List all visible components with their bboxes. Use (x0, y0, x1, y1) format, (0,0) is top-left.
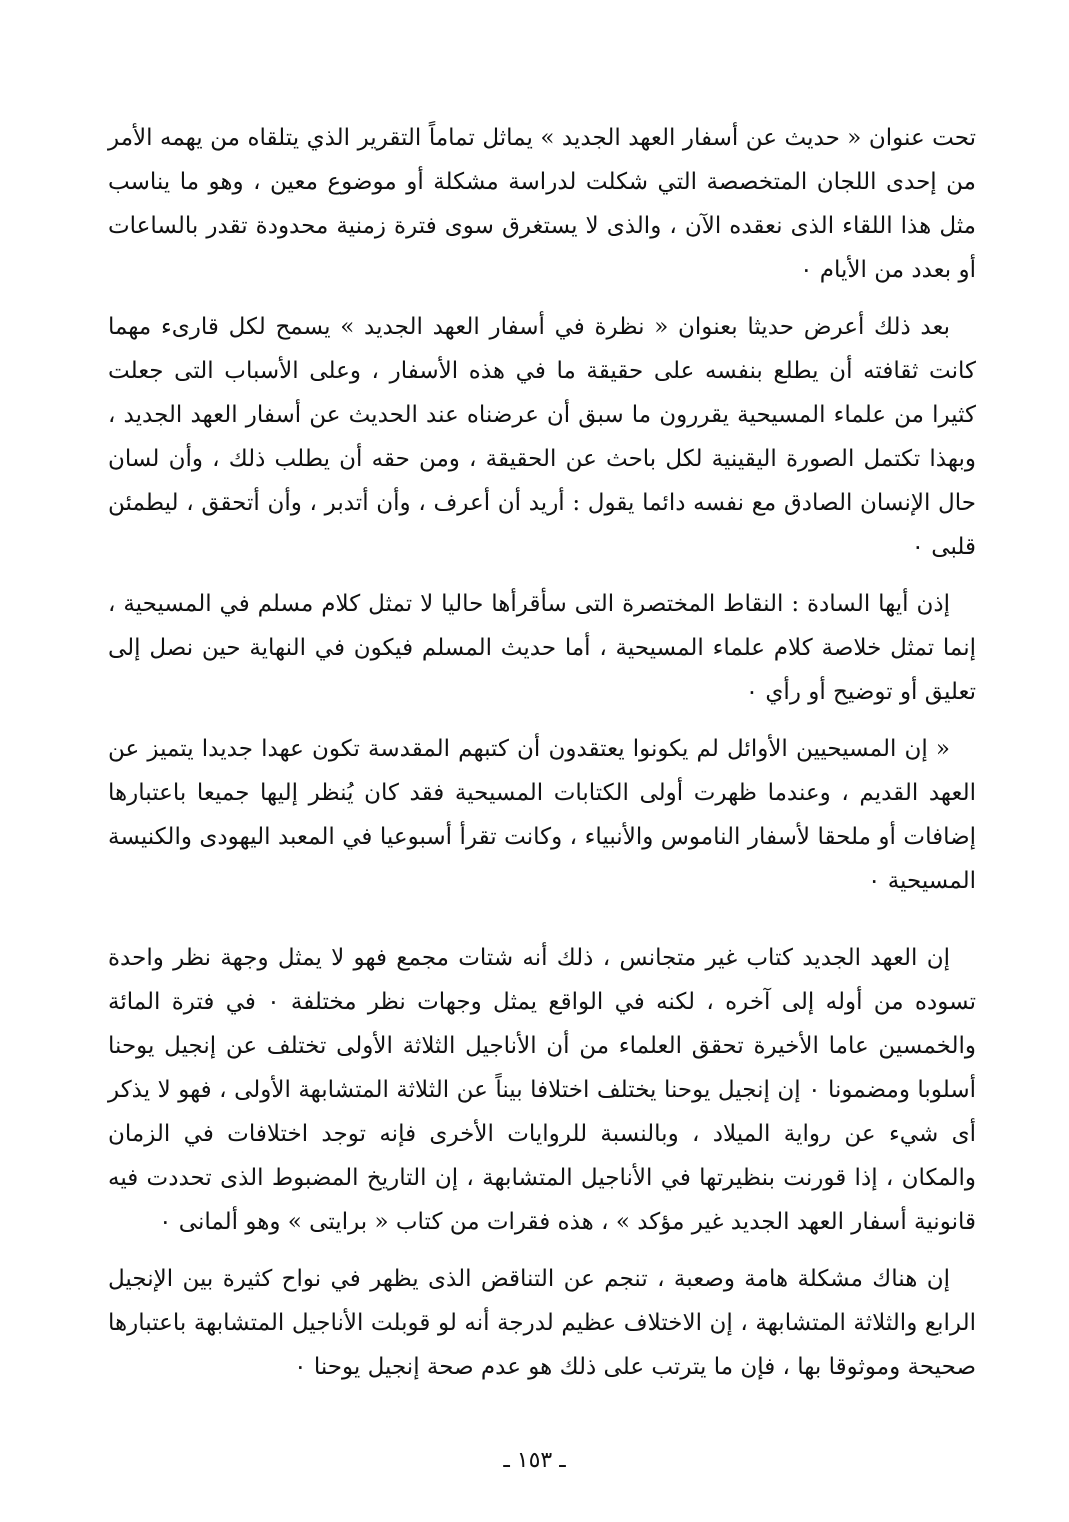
paragraph-5: إن العهد الجديد كتاب غير متجانس ، ذلك أنه شتات مجمع فهو لا يمثل وجهة نظر واحدة تسوده من أوله إلى آخره ، لكنه في الواقع يمثل وجهات نظر مختلفة ٠ في فترة المائة والخمسين عاما الأخيرة تحقق العلماء من أن الأناجيل الثلاثة الأولى تختلف عن إنجيل يوحنا أسلوبا ومضمونا ٠ إن إنجيل يوحنا يختلف اختلافا بيناً عن الثلاثة المتشابهة الأولى ، فهو لا يذكر أى شيء عن رواية الميلاد ، وبالنسبة للروايات الأخرى فإنه توجد اختلافات في الزمان والمكان ، إذا قورنت بنظيرتها في الأناجيل المتشابهة ، إن التاريخ المضبوط الذى تحددت فيه قانونية أسفار العهد الجديد غير مؤكد » ، هذه فقرات من كتاب « برايتى » وهو ألمانى ٠ (108, 945, 976, 1235)
page-number: ـ ١٥٣ ـ (503, 1448, 566, 1473)
paragraph-3: إذن أيها السادة : النقاط المختصرة التى سأقرأها حاليا لا تمثل كلام مسلم في المسيحية ، إنما تمثل خلاصة كلام علماء المسيحية ، أما حديث المسلم فيكون في النهاية حين نصل إلى تعليق أو توضيح أو رأي ٠ (108, 591, 976, 705)
document-page (108, 116, 976, 1389)
paragraph-6: إن هناك مشكلة هامة وصعبة ، تنجم عن التناقض الذى يظهر في نواح كثيرة بين الإنجيل الرابع والثلاثة المتشابهة ، إن الاختلاف عظيم لدرجة أنه لو قوبلت الأناجيل المتشابهة باعتبارها صحيحة وموثوقا بها ، فإن ما يترتب على ذلك هو عدم صحة إنجيل يوحنا ٠ (108, 1266, 976, 1380)
paragraph-4: « إن المسيحيين الأوائل لم يكونوا يعتقدون أن كتبهم المقدسة تكون عهدا جديدا يتميز عن العهد القديم ، وعندما ظهرت أولى الكتابات المسيحية فقد كان يُنظر إليها جميعا باعتبارها إضافات أو ملحقا لأسفار الناموس والأنبياء ، وكانت تقرأ أسبوعيا في المعبد اليهودى والكنيسة المسيحية ٠ (108, 736, 976, 894)
paragraph-1: تحت عنوان « حديث عن أسفار العهد الجديد » يماثل تماماً التقرير الذي يتلقاه من يهمه الأمر من إحدى اللجان المتخصصة التي شكلت لدراسة مشكلة أو موضوع معين ، وهو ما يناسب مثل هذا اللقاء الذى نعقده الآن ، والذى لا يستغرق سوى فترة زمنية محدودة تقدر بالساعات أو بعدد من الأيام ٠ (108, 125, 976, 283)
paragraph-2: بعد ذلك أعرض حديثا بعنوان « نظرة في أسفار العهد الجديد » يسمح لكل قارىء مهما كانت ثقافته أن يطلع بنفسه على حقيقة ما في هذه الأسفار ، وعلى الأسباب التى جعلت كثيرا من علماء المسيحية يقررون ما سبق أن عرضناه عند الحديث عن أسفار العهد الجديد ، وبهذا تكتمل الصورة اليقينية لكل باحث عن الحقيقة ، ومن حقه أن يطلب ذلك ، وأن لسان حال الإنسان الصادق مع نفسه دائما يقول : أريد أن أعرف ، وأن أتدبر ، وأن أتحقق ، ليطمئن قلبى ٠ (108, 314, 976, 560)
